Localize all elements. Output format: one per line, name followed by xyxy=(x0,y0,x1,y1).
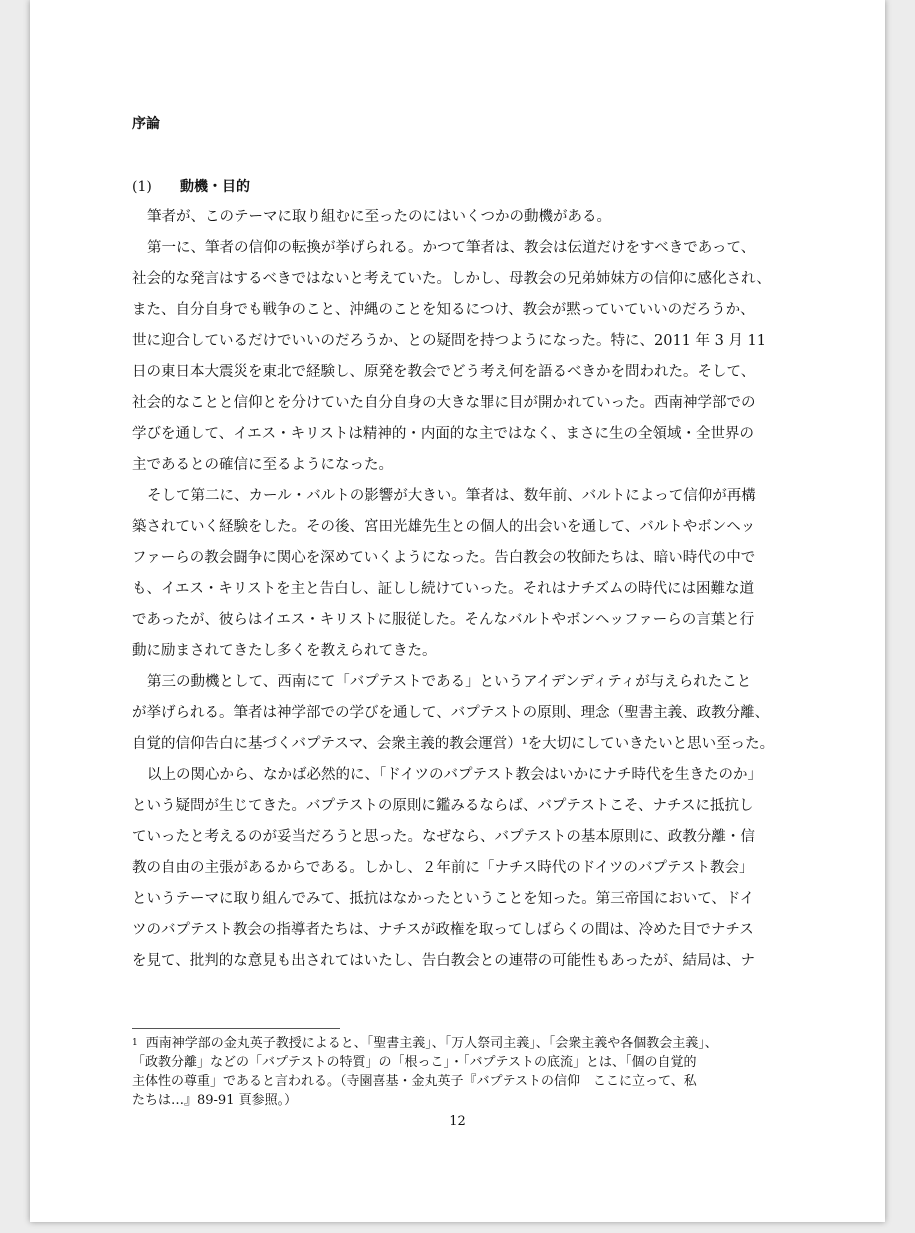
text-line: 社会的な発言はするべきではないと考えていた。しかし、母教会の兄弟姉妹方の信仰に感化され、 xyxy=(132,271,771,287)
footnote-line: 主体性の尊重」であると言われる。（寺園喜基・金丸英子『バプテストの信仰 ここに立って、私 xyxy=(132,1074,697,1089)
text-line: という疑問が生じてきた。バプテストの原則に鑑みるならば、バプテストこそ、ナチスに抵抗し xyxy=(132,798,754,814)
text-line: 自覚的信仰告白に基づくバプテスマ、会衆主義的教会運営）¹を大切にしていきたいと思い至った。 xyxy=(132,736,775,752)
footnote-line xyxy=(132,1034,784,1053)
text-line: 教の自由の主張があるからである。しかし、２年前に「ナチス時代のドイツのバプテスト教会」 xyxy=(132,860,754,876)
footnote-mark: 1 xyxy=(132,1038,138,1048)
text-line: ツのバプテスト教会の指導者たちは、ナチスが政権を取ってしばらくの間は、冷めた目でナチス xyxy=(132,922,754,938)
document-page xyxy=(30,0,885,1222)
text-line: も、イエス・キリストを主と告白し、証しし続けていった。それはナチズムの時代には困難な道 xyxy=(132,581,755,597)
text-line: そして第二に、カール・バルトの影響が大きい。筆者は、数年前、バルトによって信仰が再構 xyxy=(147,488,756,504)
section-heading xyxy=(132,177,784,197)
text-line: 学びを通して、イエス・キリストは精神的・内面的な主ではなく、まさに生の全領域・全世界の xyxy=(132,426,755,442)
text-line: ファーらの教会闘争に関心を深めていくようになった。告白教会の牧師たちは、暗い時代の中で xyxy=(132,550,756,566)
footnote xyxy=(132,1034,784,1110)
section-title: 動機・目的 xyxy=(180,179,250,195)
page-number: 12 xyxy=(449,1114,466,1129)
chapter-heading: 序論 xyxy=(132,116,160,132)
text-line: 日の東日本大震災を東北で経験し、原発を教会でどう考え何を語るべきかを問われた。そして、 xyxy=(132,364,756,380)
body-text xyxy=(132,202,784,977)
text-line: 世に迎合しているだけでいいのだろうか、との疑問を持つようになった。特に、2011 年 3 月 11 xyxy=(132,333,767,349)
text-line: 第三の動機として、西南にて「バプテストである」というアイデンディティが与えられたこと xyxy=(147,674,752,690)
text-line: また、自分自身でも戦争のこと、沖縄のことを知るにつけ、教会が黙っていていいのだろうか、 xyxy=(132,302,755,318)
footnote-divider xyxy=(132,1028,340,1029)
main-text xyxy=(132,114,784,977)
text-line: が挙げられる。筆者は神学部での学びを通して、バプテストの原則、理念（聖書主義、政教分離、 xyxy=(132,705,770,721)
text-line: 主であるとの確信に至るようになった。 xyxy=(132,457,393,473)
text-line: 動に励まされてきたし多くを教えられてきた。 xyxy=(132,643,437,659)
section-number: (1) xyxy=(132,179,152,195)
footnote-line: たちは…』89-91 頁参照。） xyxy=(132,1093,298,1108)
text-line: 筆者が、このテーマに取り組むに至ったのにはいくつかの動機がある。 xyxy=(147,209,611,225)
text-line: 以上の関心から、なかば必然的に、「ドイツのバプテスト教会はいかにナチ時代を生きたのか」 xyxy=(147,767,762,783)
text-line: 社会的なことと信仰とを分けていた自分自身の大きな罪に目が開かれていった。西南神学部での xyxy=(132,395,756,411)
footnote-text: 西南神学部の金丸英子教授によると、「聖書主義」、「万人祭司主義」、「会衆主義や各個教会主義」、 xyxy=(145,1036,718,1051)
text-line: というテーマに取り組んでみて、抵抗はなかったということを知った。第三帝国において、ドイ xyxy=(132,891,755,907)
text-line: を見て、批判的な意見も出されてはいたし、告白教会との連帯の可能性もあったが、結局は、ナ xyxy=(132,953,756,969)
text-line: であったが、彼らはイエス・キリストに服従した。そんなバルトやボンヘッファーらの言葉と行 xyxy=(132,612,755,628)
text-line: 第一に、筆者の信仰の転換が挙げられる。かつて筆者は、教会は伝道だけをすべきであって、 xyxy=(147,240,756,256)
text-line: 築されていく経験をした。その後、宮田光雄先生との個人的出会いを通して、バルトやボンヘッ xyxy=(132,519,756,535)
text-line: ていったと考えるのが妥当だろうと思った。なぜなら、バプテストの基本原則に、政教分離・信 xyxy=(132,829,755,845)
footnote-line: 「政教分離」などの「バプテストの特質」の「根っこ」・「バプテストの底流」とは、「個の自覚的 xyxy=(132,1055,697,1070)
